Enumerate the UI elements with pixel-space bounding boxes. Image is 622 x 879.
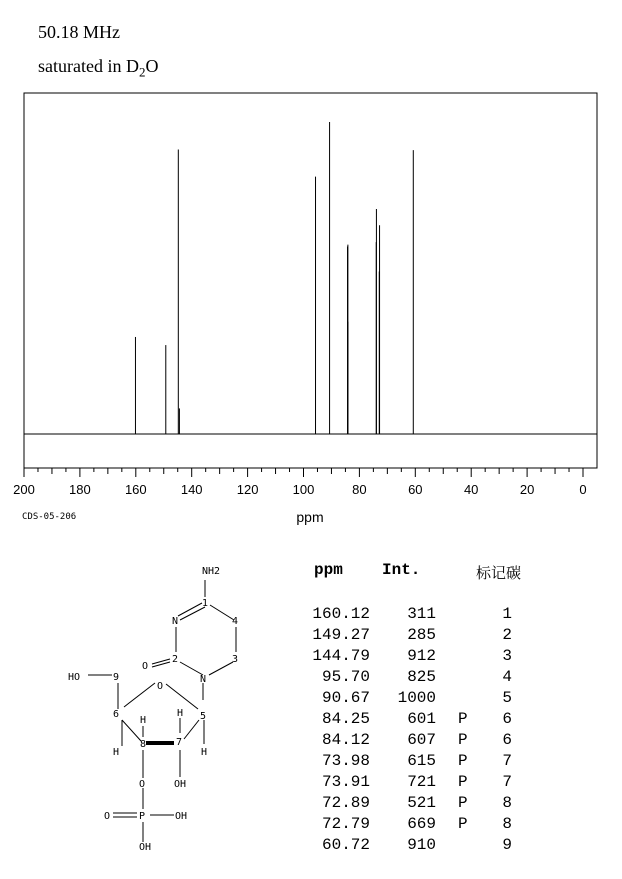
h-label: H xyxy=(201,747,208,758)
x-tick-label: 60 xyxy=(408,482,423,497)
x-tick-label: 0 xyxy=(579,482,587,497)
cell-multiplicity: P xyxy=(458,815,468,833)
c2-label: 2 xyxy=(172,654,179,665)
molecule-structure xyxy=(0,0,300,879)
ring-o-label: O xyxy=(157,681,164,692)
cell-carbon: 5 xyxy=(502,689,512,707)
carbonyl-o-label: O xyxy=(142,661,149,672)
solvent-subscript: 2 xyxy=(138,64,146,80)
p-double-o-label: O xyxy=(104,811,111,822)
cell-multiplicity: P xyxy=(458,752,468,770)
cell-ppm: 73.91 xyxy=(321,773,370,791)
h-label: H xyxy=(140,715,147,726)
x-tick-label: 140 xyxy=(180,482,203,497)
cell-intensity: 615 xyxy=(407,752,436,770)
x-tick-label: 180 xyxy=(69,482,91,497)
cell-multiplicity: P xyxy=(458,773,468,791)
table-header-carbon: 标记碳 xyxy=(476,564,522,582)
table-header-ppm: ppm xyxy=(314,561,343,579)
x-axis-label: ppm xyxy=(296,509,324,525)
cell-intensity: 285 xyxy=(407,626,436,644)
x-tick-label: 160 xyxy=(124,482,147,497)
cell-ppm: 144.79 xyxy=(312,647,370,665)
solvent-suffix: O xyxy=(145,56,159,76)
cell-multiplicity: P xyxy=(458,794,468,812)
spectrometer-frequency: 50.18 MHz xyxy=(38,22,120,42)
cell-ppm: 84.12 xyxy=(321,731,370,749)
cell-intensity: 311 xyxy=(407,605,436,623)
phosphorus-label: P xyxy=(139,811,146,822)
cell-carbon: 8 xyxy=(502,815,512,833)
x-tick-label: 20 xyxy=(519,482,535,497)
cell-intensity: 521 xyxy=(407,794,436,812)
cell-ppm: 60.72 xyxy=(321,836,370,854)
cell-multiplicity: P xyxy=(458,731,468,749)
cell-carbon: 3 xyxy=(502,647,512,665)
glyco-n-label: N xyxy=(200,674,207,685)
c6-label: 6 xyxy=(113,709,120,720)
x-tick-label: 200 xyxy=(13,482,35,497)
cell-ppm: 72.89 xyxy=(321,794,370,812)
cell-carbon: 1 xyxy=(502,605,512,623)
cell-ppm: 73.98 xyxy=(321,752,370,770)
cell-intensity: 607 xyxy=(407,731,436,749)
phosphate-o-label: O xyxy=(139,779,146,790)
c5-label: 5 xyxy=(200,711,207,722)
cell-intensity: 601 xyxy=(407,710,436,728)
p-oh-bottom-label: OH xyxy=(139,842,152,853)
x-tick-label: 100 xyxy=(292,482,315,497)
cell-intensity: 910 xyxy=(407,836,436,854)
c4-label: 4 xyxy=(232,616,239,627)
cell-ppm: 90.67 xyxy=(321,689,370,707)
ho-label: HO xyxy=(68,672,81,683)
table-header-int: Int. xyxy=(382,561,421,579)
cell-carbon: 7 xyxy=(502,773,512,791)
spectrum-code: CDS-05-206 xyxy=(22,512,77,522)
cell-carbon: 7 xyxy=(502,752,512,770)
c1-label: 1 xyxy=(202,598,209,609)
c8-label: 8 xyxy=(140,739,147,750)
cell-ppm: 149.27 xyxy=(312,626,370,644)
h-label: H xyxy=(113,747,120,758)
cell-intensity: 669 xyxy=(407,815,436,833)
x-tick-label: 120 xyxy=(236,482,259,497)
x-tick-label: 40 xyxy=(463,482,479,497)
cell-carbon: 9 xyxy=(502,836,512,854)
solvent-prefix: saturated in D xyxy=(38,56,139,76)
cell-multiplicity: P xyxy=(458,710,468,728)
cell-carbon: 8 xyxy=(502,794,512,812)
nh2-label: NH2 xyxy=(202,566,221,577)
ring-n-label: N xyxy=(172,616,179,627)
cell-ppm: 95.70 xyxy=(321,668,370,686)
c9-label: 9 xyxy=(113,672,120,683)
cell-carbon: 4 xyxy=(502,668,512,686)
cell-intensity: 721 xyxy=(407,773,436,791)
h-label: H xyxy=(177,708,184,719)
cell-ppm: 72.79 xyxy=(321,815,370,833)
cell-carbon: 6 xyxy=(502,731,512,749)
c3-label: 3 xyxy=(232,654,239,665)
p-oh-right-label: OH xyxy=(175,811,188,822)
cell-intensity: 825 xyxy=(407,668,436,686)
cell-carbon: 6 xyxy=(502,710,512,728)
cell-intensity: 912 xyxy=(407,647,436,665)
cell-carbon: 2 xyxy=(502,626,512,644)
x-tick-label: 80 xyxy=(352,482,367,497)
c7-label: 7 xyxy=(176,737,183,748)
c7-oh-label: OH xyxy=(174,779,187,790)
cell-ppm: 160.12 xyxy=(312,605,370,623)
cell-intensity: 1000 xyxy=(397,689,436,707)
cell-ppm: 84.25 xyxy=(321,710,370,728)
